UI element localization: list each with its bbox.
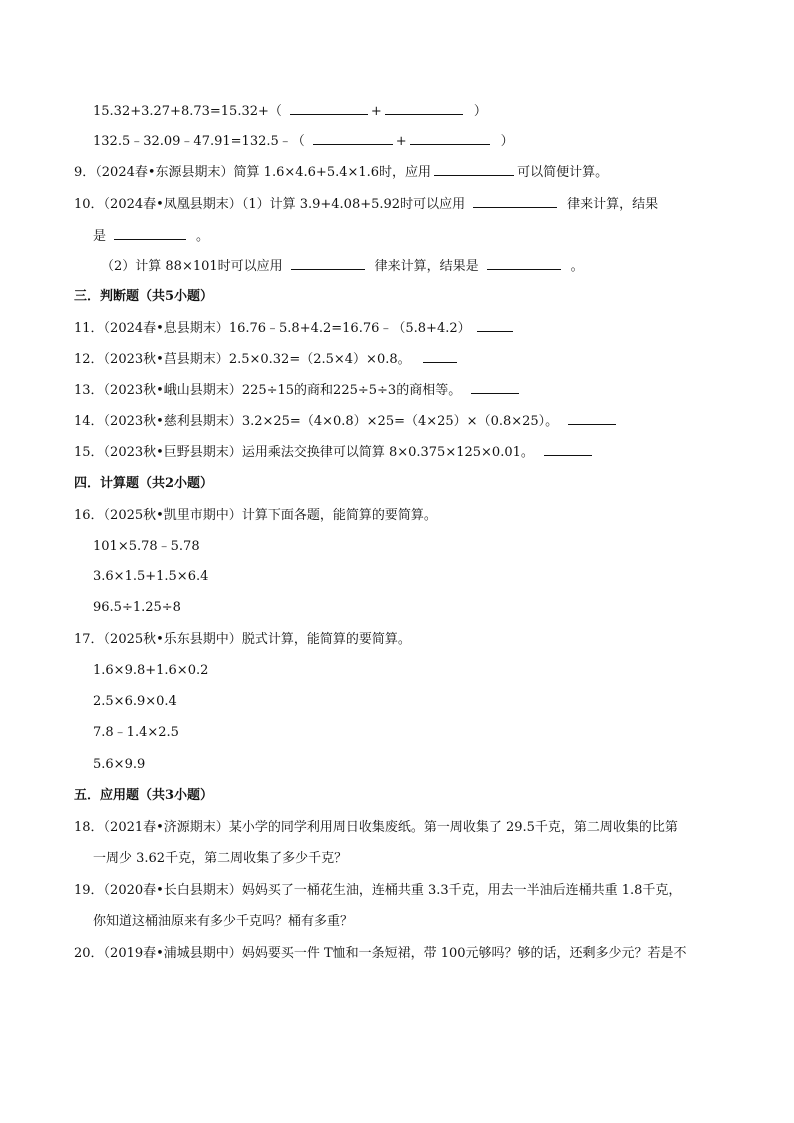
question-source: （2025秋•乐东县期中） <box>103 632 242 647</box>
question-text: 妈妈要买一件 T恤和一条短裙，带 100元够吗？够的话，还剩多少元？若是不 <box>241 946 687 961</box>
plus-sign: + <box>370 104 382 119</box>
question-9 <box>74 162 608 183</box>
section-4-title: 四．计算题（共2小题） <box>74 476 214 491</box>
question-17 <box>74 630 411 650</box>
section-3-title: 三．判断题（共5小题） <box>74 289 214 304</box>
question-11 <box>74 318 516 339</box>
question-10 <box>74 194 658 215</box>
question-19-cont: 你知道这桶油原来有多少千克吗？桶有多重？ <box>93 914 354 929</box>
answer-blank[interactable] <box>291 256 365 270</box>
question-number: 17． <box>74 632 104 647</box>
question-source: （2024春•息县期末） <box>103 321 229 336</box>
question-text: （2）计算 88×101时可以应用 <box>101 259 283 274</box>
question-number: 19． <box>74 883 104 898</box>
expression-text: 15.32+3.27+8.73=15.32+（ <box>93 104 282 119</box>
question-text: 2.5×0.32=（2.5×4）×0.8。 <box>228 352 411 367</box>
question-number: 18． <box>74 820 104 835</box>
answer-blank[interactable] <box>313 131 393 145</box>
answer-blank[interactable] <box>568 411 616 425</box>
fill-line-1 <box>93 101 487 122</box>
question-source: （2023秋•莒县期末） <box>103 352 229 367</box>
plus-sign: + <box>395 134 407 149</box>
question-text: 简算 1.6×4.6+5.4×1.6时，应用 <box>233 165 432 180</box>
question-10-cont <box>93 226 209 247</box>
answer-blank[interactable] <box>477 318 513 332</box>
question-source: （2024春•凤凰县期末） <box>103 197 242 212</box>
expression-text: 132.5﹣32.09﹣47.91=132.5﹣（ <box>93 134 305 149</box>
closing-paren: ） <box>473 104 487 119</box>
question-18-cont: 一周少 3.62千克，第二周收集了多少千克？ <box>93 851 348 866</box>
question-15 <box>74 442 595 463</box>
question-text: 可以简便计算。 <box>517 165 609 180</box>
question-number: 11． <box>74 321 104 336</box>
question-number: 10． <box>74 197 104 212</box>
question-19 <box>74 881 681 901</box>
question-text: 律来计算，结果是 <box>374 259 479 274</box>
question-number: 15． <box>74 445 104 460</box>
answer-blank[interactable] <box>385 101 463 115</box>
question-text: 运用乘法交换律可以简算 8×0.375×125×0.01。 <box>241 445 534 460</box>
question-text: 225÷15的商和225÷5÷3的商相等。 <box>241 383 462 398</box>
question-source: （2019春•浦城县期中） <box>103 946 242 961</box>
question-18 <box>74 818 678 838</box>
expression-item: 1.6×9.8+1.6×0.2 <box>93 663 209 678</box>
expression-item: 3.6×1.5+1.5×6.4 <box>93 569 209 584</box>
question-source: （2023秋•峨山县期末） <box>103 383 242 398</box>
answer-blank[interactable] <box>544 442 592 456</box>
question-source: （2024春•东源县期末） <box>95 165 234 180</box>
question-number: 14． <box>74 414 104 429</box>
question-text: 某小学的同学利用周日收集废纸。第一周收集了 29.5千克，第二周收集的比第 <box>228 820 678 835</box>
answer-blank[interactable] <box>434 162 514 176</box>
question-source: （2023秋•巨野县期末） <box>103 445 242 460</box>
question-text: 脱式计算，能简算的要简算。 <box>241 632 411 647</box>
question-number: 20． <box>74 946 104 961</box>
closing-paren: ） <box>500 134 514 149</box>
answer-blank[interactable] <box>423 349 457 363</box>
answer-blank[interactable] <box>290 101 368 115</box>
answer-blank[interactable] <box>114 226 186 240</box>
question-text: 是 <box>93 229 107 244</box>
question-20 <box>74 944 687 964</box>
question-text: （1）计算 3.9+4.08+5.92时可以应用 <box>241 197 466 212</box>
expression-item: 2.5×6.9×0.4 <box>93 694 177 709</box>
answer-blank[interactable] <box>487 256 561 270</box>
question-number: 16． <box>74 508 104 523</box>
answer-blank[interactable] <box>471 380 519 394</box>
question-source: （2023秋•慈利县期末） <box>103 414 242 429</box>
expression-item: 5.6×9.9 <box>93 757 146 772</box>
question-number: 9． <box>74 165 96 180</box>
question-12 <box>74 349 460 370</box>
section-5-title: 五．应用题（共3小题） <box>74 788 214 803</box>
answer-blank[interactable] <box>410 131 490 145</box>
question-text: 3.2×25=（4×0.8）×25=（4×25）×（0.8×25）。 <box>241 414 559 429</box>
question-text: 计算下面各题，能简算的要简算。 <box>241 508 437 523</box>
question-source: （2025秋•凯里市期中） <box>103 508 242 523</box>
question-text: 。 <box>196 229 210 244</box>
question-text: 妈妈买了一桶花生油，连桶共重 3.3千克，用去一半油后连桶共重 1.8千克， <box>241 883 682 898</box>
question-text: 律来计算，结果 <box>567 197 659 212</box>
expression-item: 7.8﹣1.4×2.5 <box>93 725 179 740</box>
expression-item: 101×5.78﹣5.78 <box>93 539 200 554</box>
question-source: （2020春•长白县期末） <box>103 883 242 898</box>
question-source: （2021春•济源期末） <box>103 820 229 835</box>
expression-item: 96.5÷1.25÷8 <box>93 600 181 615</box>
question-16 <box>74 506 437 526</box>
answer-blank[interactable] <box>473 194 557 208</box>
question-number: 13． <box>74 383 104 398</box>
question-13 <box>74 380 522 401</box>
question-text: 。 <box>570 259 584 274</box>
fill-line-2 <box>93 131 514 152</box>
question-10-part2 <box>101 256 584 277</box>
question-text: 16.76﹣5.8+4.2=16.76﹣（5.8+4.2） <box>228 321 471 336</box>
question-14 <box>74 411 619 432</box>
question-number: 12． <box>74 352 104 367</box>
